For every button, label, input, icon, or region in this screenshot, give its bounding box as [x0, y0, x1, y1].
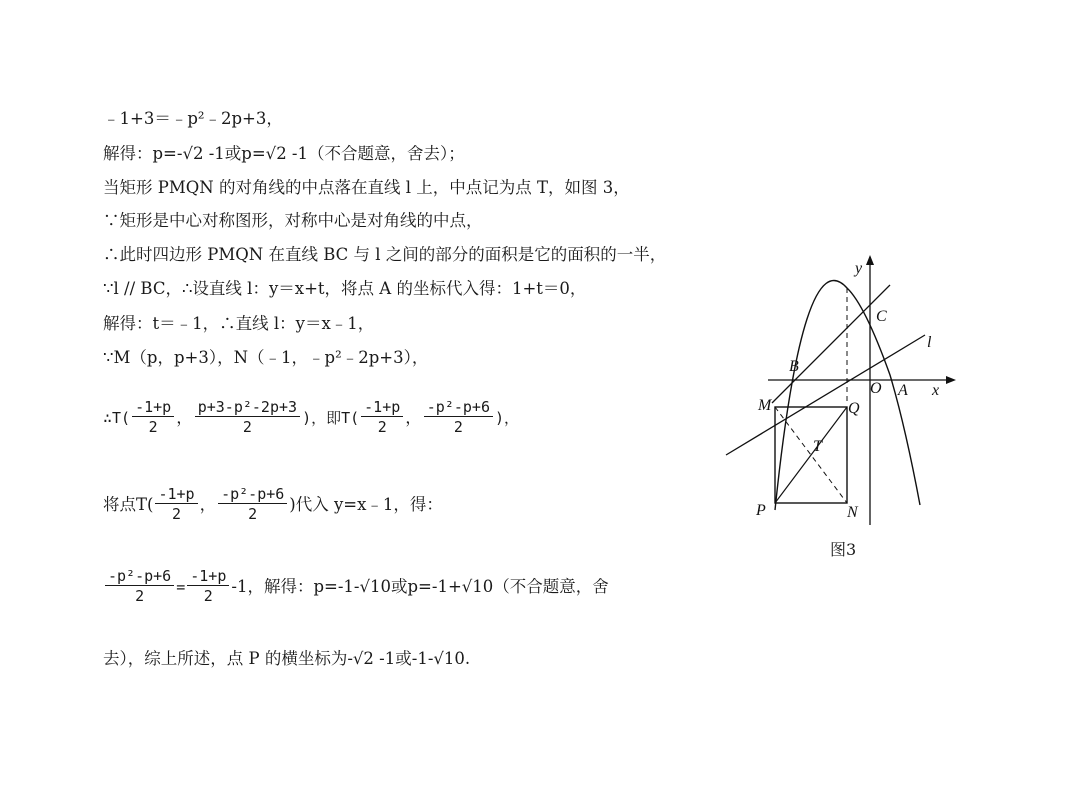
- fraction-denominator: 2: [453, 418, 463, 437]
- fraction: [132, 398, 174, 437]
- fraction-denominator: 2: [248, 505, 258, 524]
- substitute-suffix: )代入 y=x﹣1，得：: [289, 494, 443, 514]
- text-line-6: ∵l // BC，∴设直线 l：y＝x+t，将点 A 的坐标代入得：1+t＝0，: [103, 279, 587, 298]
- conclusion-line: 去），综上所述，点 P 的横坐标为-√2 -1或-1-√10.: [103, 649, 471, 668]
- label-y: y: [855, 260, 863, 277]
- label-P: P: [756, 502, 766, 519]
- fraction-numerator: -p²-p+6: [108, 567, 172, 585]
- formula-comma: ，: [199, 494, 217, 514]
- label-B: B: [789, 358, 799, 375]
- fraction-numerator: -p²-p+6: [426, 398, 490, 416]
- equation-line: [103, 567, 609, 606]
- label-Q: Q: [848, 400, 860, 417]
- fraction-denominator: 2: [172, 505, 182, 524]
- fraction-denominator: 2: [148, 418, 158, 437]
- fraction-numerator: p+3-p²-2p+3: [197, 398, 298, 416]
- fraction-numerator: -1+p: [364, 398, 401, 416]
- equals-sign: =: [176, 577, 186, 596]
- formula-T-prefix: ∴T(: [103, 408, 131, 427]
- formula-T-line: [103, 398, 519, 437]
- fraction: [187, 567, 229, 606]
- substitute-line: [103, 485, 443, 524]
- fraction-numerator: -1+p: [158, 485, 195, 503]
- formula-comma: ，: [405, 407, 422, 427]
- label-A: A: [898, 382, 908, 399]
- x-axis-arrow: [946, 376, 956, 384]
- label-O: O: [870, 380, 882, 397]
- fraction-numerator: -p²-p+6: [221, 485, 285, 503]
- formula-comma: ，: [176, 407, 193, 427]
- label-T: T: [813, 438, 822, 455]
- fraction: [424, 398, 493, 437]
- substitute-prefix: 将点T(: [103, 494, 154, 514]
- fraction-denominator: 2: [135, 587, 145, 606]
- y-axis-arrow: [866, 255, 874, 265]
- text-line-7: 解得：t＝﹣1，∴直线 l：y＝x﹣1，: [103, 314, 375, 333]
- label-x: x: [932, 382, 940, 399]
- fraction-numerator: -1+p: [190, 567, 227, 585]
- text-line-4: ∵矩形是中心对称图形，对称中心是对角线的中点，: [103, 211, 483, 230]
- fraction-numerator: -1+p: [135, 398, 172, 416]
- equation-tail: -1，解得：p=-1-√10或p=-1+√10（不合题意，舍: [231, 576, 609, 596]
- fraction: [361, 398, 403, 437]
- label-C: C: [876, 308, 887, 325]
- fraction: [105, 567, 174, 606]
- figure-3: [720, 255, 960, 565]
- formula-T-suffix: )，: [495, 408, 520, 427]
- fraction-denominator: 2: [377, 418, 387, 437]
- text-line-3: 当矩形 PMQN 的对角线的中点落在直线 l 上，中点记为点 T，如图 3，: [103, 178, 630, 197]
- text-line-5: ∴此时四边形 PMQN 在直线 BC 与 l 之间的部分的面积是它的面积的一半，: [103, 245, 667, 264]
- figure-caption: 图3: [830, 540, 857, 559]
- text-line-1: ﹣1+3＝﹣p²﹣2p+3，: [103, 109, 283, 128]
- label-l: l: [927, 334, 932, 351]
- label-N: N: [847, 504, 858, 521]
- label-M: M: [758, 397, 772, 414]
- fraction-denominator: 2: [242, 418, 252, 437]
- fraction: [195, 398, 300, 437]
- fraction: [218, 485, 287, 524]
- fraction: [155, 485, 197, 524]
- fraction-denominator: 2: [203, 587, 213, 606]
- text-line-2: 解得：p=-√2 -1或p=√2 -1（不合题意，舍去）；: [103, 144, 465, 163]
- formula-T-mid: )，即T(: [302, 408, 360, 427]
- figure-diagram: [720, 255, 960, 535]
- text-line-8: ∵M（p，p+3），N（﹣1，﹣p²﹣2p+3），: [103, 348, 429, 367]
